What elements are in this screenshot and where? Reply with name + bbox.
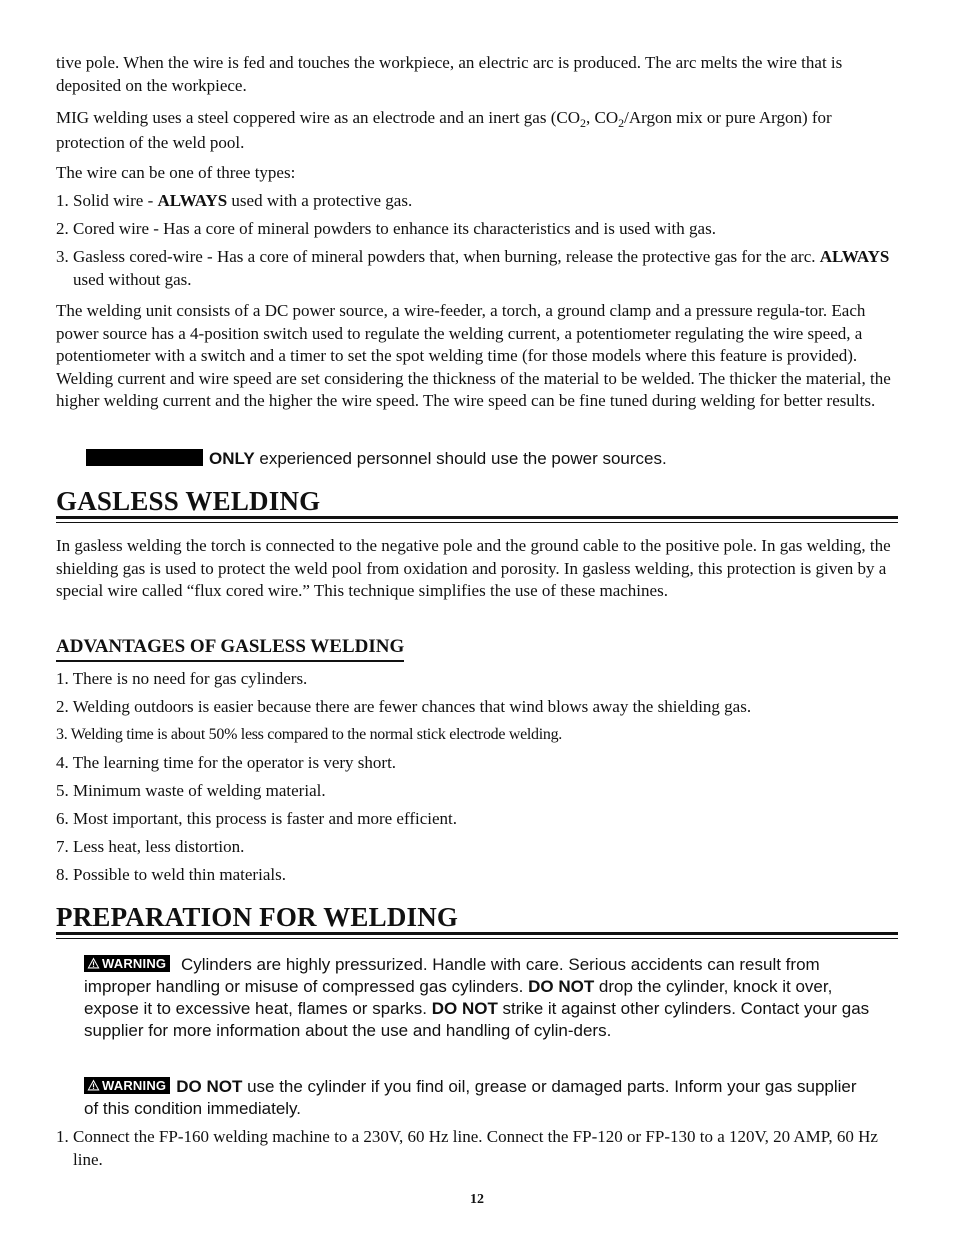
welding-unit-paragraph: The welding unit consists of a DC power source, a wire-feeder, a torch, a ground clamp and a pressure regula-tor. Each power source has a 4-position switch used to regulate the welding current, a potentiometer regulating the wire speed, a potentiometer with a switch and a timer to set the spot welding time (for those models where this feature is provided). Welding current and wire speed are set considering the thickness of the material to be welded. The thicker the material, the higher welding current and the higher the wire speed. The wire speed can be fine tuned during welding for better results.	[56, 301, 891, 410]
bold-text: ALWAYS	[819, 247, 890, 266]
caution-notice	[86, 448, 667, 470]
warning-triangle-icon	[87, 957, 100, 969]
text-run: /Argon mix or pure Argon) for protection of the weld pool.	[56, 108, 832, 152]
text-run: 1. Solid wire -	[56, 191, 158, 210]
text-run: used with a protective gas.	[227, 191, 413, 210]
bold-text: ONLY	[209, 449, 255, 468]
preparation-step-1: 1. Connect the FP-160 welding machine to a 230V, 60 Hz line. Connect the FP-120 or FP-130 to a 120V, 20 AMP, 60 Hz line.	[56, 1127, 878, 1169]
text-run: 2. Cored wire - Has a core of mineral powders to enhance its characteristics and is used with gas.	[56, 219, 716, 238]
section-heading-preparation: PREPARATION FOR WELDING	[56, 902, 459, 932]
bold-text: DO NOT	[431, 999, 498, 1018]
text-run: drop the cylinder, knock it over, expose it to excessive heat, flames or sparks.	[84, 977, 833, 1018]
wire-types-intro: The wire can be one of three types:	[56, 163, 296, 182]
warning-badge	[84, 1077, 170, 1094]
warning-triangle-icon	[87, 1079, 100, 1091]
text-run: strike it against other cylinders. Contact your gas supplier for more information about the use and handling of cylin-ders.	[84, 999, 870, 1040]
text-run: used without gas.	[73, 269, 192, 289]
subscript: 2	[579, 116, 586, 130]
advantage-item: 6. Most important, this process is faster and more efficient.	[56, 809, 457, 828]
caution-label-bar	[86, 449, 203, 466]
page-number: 12	[470, 1192, 484, 1207]
bold-text: ALWAYS	[157, 191, 228, 210]
wire-type-item	[56, 218, 898, 241]
heading-rule-thin	[56, 938, 898, 939]
wire-type-item	[56, 246, 915, 291]
text-run: use the cylinder if you find oil, grease or damaged parts. Inform your gas supplier of this condition immediately.	[84, 1077, 857, 1118]
intro-paragraph-2	[56, 105, 898, 155]
text-run: Cylinders are highly pressurized. Handle with care. Serious accidents can result from improper handling or misuse of compressed gas cylinders.	[84, 955, 820, 996]
heading-rule-thin	[56, 522, 898, 523]
bold-text: DO NOT	[176, 1077, 243, 1096]
advantage-item: 2. Welding outdoors is easier because there are fewer chances that wind blows away the shielding gas.	[56, 697, 752, 716]
advantage-item: 8. Possible to weld thin materials.	[56, 865, 286, 884]
heading-rule-thick	[56, 932, 898, 935]
advantage-item: 5. Minimum waste of welding material.	[56, 781, 326, 800]
warning-label: WARNING	[102, 955, 167, 971]
cylinder-warning-2	[84, 1076, 874, 1120]
wire-type-item	[56, 190, 898, 213]
heading-rule-thick	[56, 516, 898, 519]
section-heading-gasless: GASLESS WELDING	[56, 486, 321, 516]
intro-paragraph-1: tive pole. When the wire is fed and touches the workpiece, an electric arc is produced. The arc melts the wire that is deposited on the workpiece.	[56, 53, 843, 95]
advantage-item: 4. The learning time for the operator is very short.	[56, 753, 397, 772]
advantage-item: 1. There is no need for gas cylinders.	[56, 669, 308, 688]
text-run: MIG welding uses a steel coppered wire as an electrode and an inert gas (CO	[56, 108, 580, 127]
warning-badge	[84, 955, 170, 972]
advantage-item: 3. Welding time is about 50% less compared to the normal stick electrode welding.	[56, 726, 562, 743]
text-run: , CO	[585, 108, 619, 127]
advantage-item: 7. Less heat, less distortion.	[56, 837, 245, 856]
warning-label: WARNING	[102, 1077, 167, 1093]
cylinder-warning-1	[84, 954, 874, 1042]
bold-text: DO NOT	[528, 977, 595, 996]
subsection-heading-advantages: ADVANTAGES OF GASLESS WELDING	[56, 636, 404, 662]
gasless-paragraph: In gasless welding the torch is connected to the negative pole and the ground cable to the positive pole. In gas welding, the shielding gas is used to protect the weld pool from oxidation and porosity. In gasless welding, this protection is given by a special wire called “flux cored wire.” This technique simplifies the use of these machines.	[56, 536, 891, 600]
subscript: 2	[618, 116, 625, 130]
text-run: 3. Gasless cored-wire - Has a core of mineral powders that, when burning, release the protective gas for the arc.	[56, 247, 820, 266]
text-run: experienced personnel should use the power sources.	[254, 449, 667, 468]
